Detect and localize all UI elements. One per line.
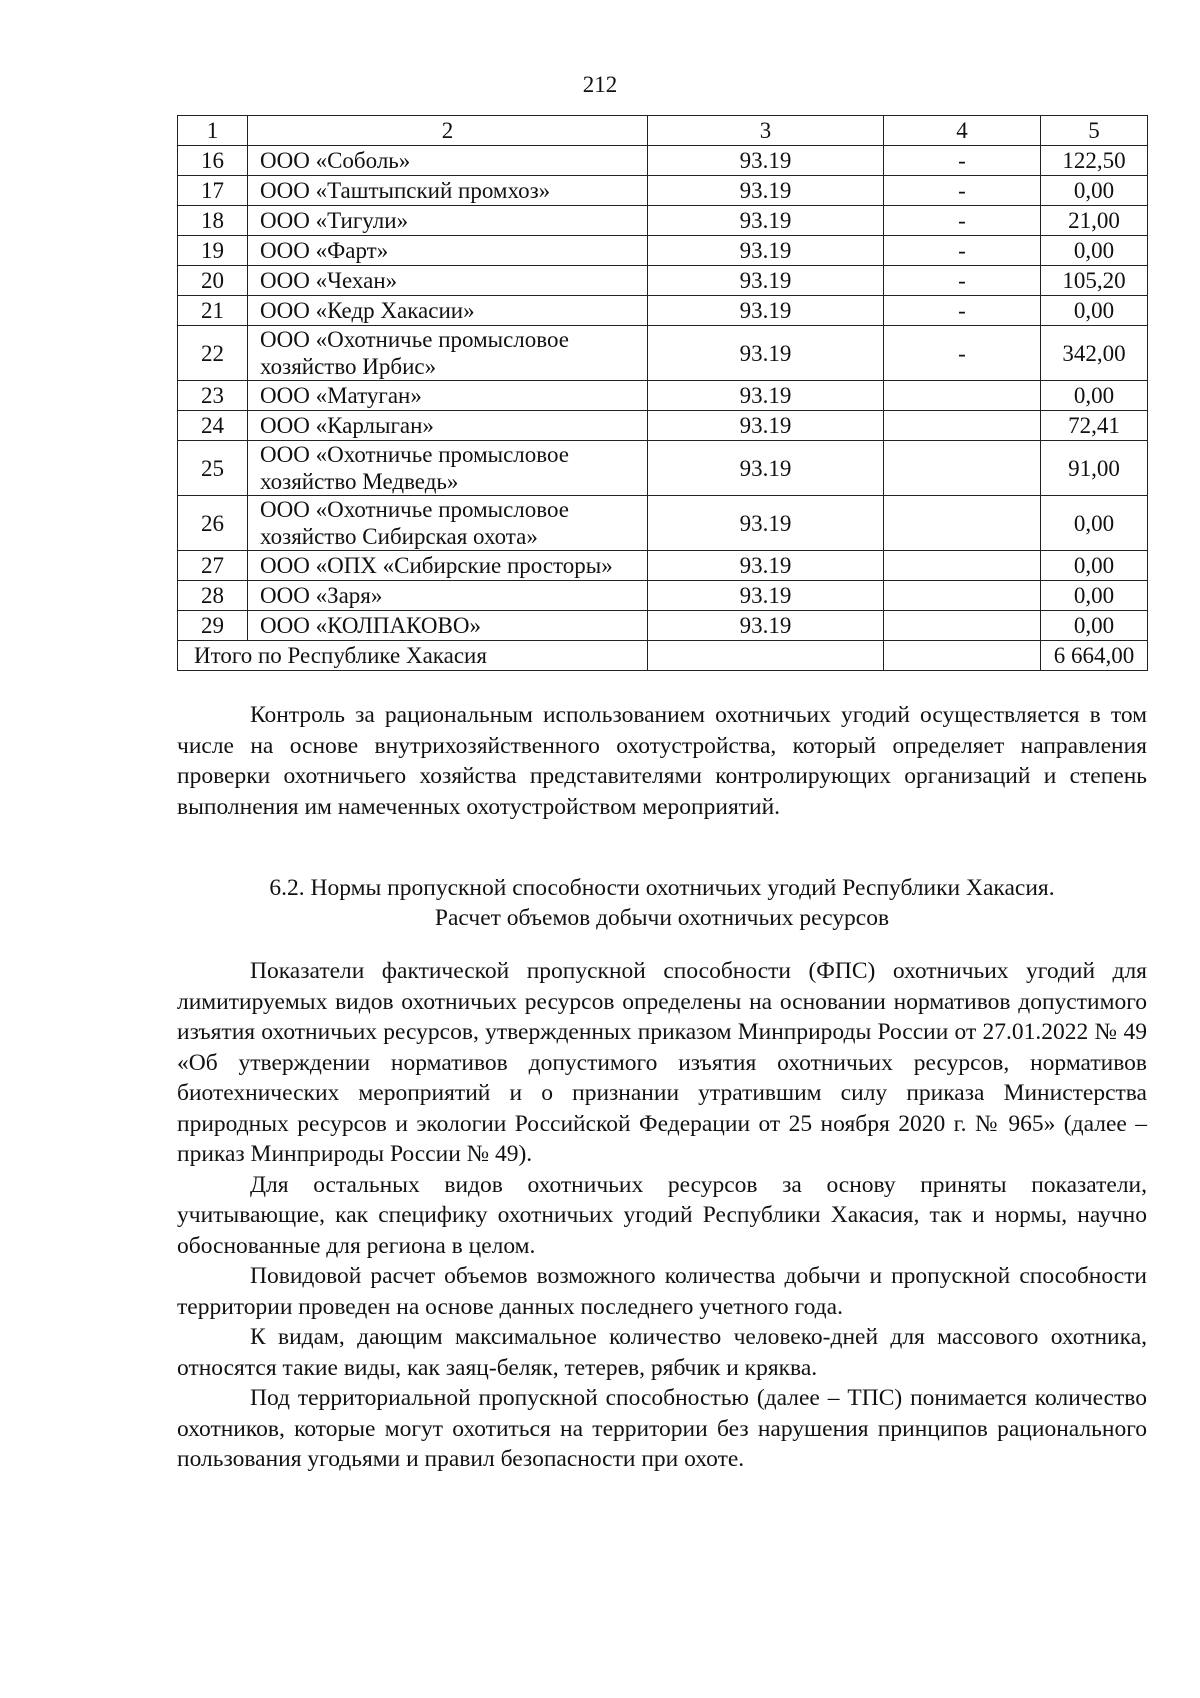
organization-name: ООО «Карлыган»	[248, 411, 648, 441]
table-row	[178, 206, 1148, 236]
section-heading	[177, 873, 1147, 933]
organization-name: ООО «КОЛПАКОВО»	[248, 611, 648, 641]
row-value: 0,00	[1041, 551, 1148, 581]
row-value: 0,00	[1041, 296, 1148, 326]
activity-code: 93.19	[648, 611, 884, 641]
table-row	[178, 266, 1148, 296]
table-row	[178, 146, 1148, 176]
activity-code: 93.19	[648, 206, 884, 236]
table-row	[178, 496, 1148, 551]
column-4-value	[884, 496, 1041, 551]
activity-code: 93.19	[648, 296, 884, 326]
organization-name: ООО «Охотничье промысловое хозяйство Сибирская охота»	[248, 496, 648, 551]
row-value: 91,00	[1041, 441, 1148, 496]
column-4-value: -	[884, 326, 1041, 381]
row-value: 122,50	[1041, 146, 1148, 176]
table-row	[178, 611, 1148, 641]
total-value: 6 664,00	[1041, 641, 1148, 671]
organization-name: ООО «Охотничье промысловое хозяйство Ирбис»	[248, 326, 648, 381]
row-number: 16	[178, 146, 248, 176]
row-value: 21,00	[1041, 206, 1148, 236]
table-total-row	[178, 641, 1148, 671]
header-cell: 2	[248, 116, 648, 146]
activity-code: 93.19	[648, 176, 884, 206]
table-row	[178, 411, 1148, 441]
row-number: 18	[178, 206, 248, 236]
section-heading-line2: Расчет объемов добычи охотничьих ресурсов	[434, 905, 890, 931]
row-number: 17	[178, 176, 248, 206]
row-number: 29	[178, 611, 248, 641]
column-4-value	[884, 611, 1041, 641]
activity-code: 93.19	[648, 266, 884, 296]
header-cell: 1	[178, 116, 248, 146]
body-paragraph: Повидовой расчет объемов возможного количества добычи и пропускной способности территории проведен на основе данных последнего учетного года.	[177, 1263, 1147, 1320]
activity-code: 93.19	[648, 381, 884, 411]
activity-code: 93.19	[648, 441, 884, 496]
activity-code: 93.19	[648, 551, 884, 581]
table-row	[178, 176, 1148, 206]
column-4-value	[884, 411, 1041, 441]
organization-name: ООО «Чехан»	[248, 266, 648, 296]
control-paragraph: Контроль за рациональным использованием охотничьих угодий осуществляется в том числе на основе внутрихозяйственного охотустройства, который определяет направления проверки охотничьего хозяйства представителями контролирующих организаций и степень выполнения им намеченных охотустройством мероприятий.	[177, 702, 1147, 820]
header-cell: 3	[648, 116, 884, 146]
control-paragraph-block	[177, 700, 1147, 822]
body-paragraph: К видам, дающим максимальное количество человеко-дней для массового охотника, относятся такие виды, как заяц-беляк, тетерев, рябчик и кряква.	[177, 1324, 1147, 1381]
table-row	[178, 441, 1148, 496]
table-row	[178, 551, 1148, 581]
page-number: 212	[582, 72, 618, 97]
table-header-row	[178, 116, 1148, 146]
row-number: 24	[178, 411, 248, 441]
header-cell: 5	[1041, 116, 1148, 146]
total-empty-cell	[884, 641, 1041, 671]
organization-name: ООО «Тигули»	[248, 206, 648, 236]
table-row	[178, 581, 1148, 611]
row-value: 0,00	[1041, 236, 1148, 266]
row-number: 22	[178, 326, 248, 381]
column-4-value: -	[884, 236, 1041, 266]
table-row	[178, 381, 1148, 411]
row-value: 342,00	[1041, 326, 1148, 381]
activity-code: 93.19	[648, 236, 884, 266]
activity-code: 93.19	[648, 326, 884, 381]
row-number: 19	[178, 236, 248, 266]
row-value: 0,00	[1041, 176, 1148, 206]
row-value: 0,00	[1041, 496, 1148, 551]
organization-name: ООО «ОПХ «Сибирские просторы»	[248, 551, 648, 581]
row-number: 20	[178, 266, 248, 296]
row-number: 26	[178, 496, 248, 551]
row-number: 21	[178, 296, 248, 326]
row-number: 28	[178, 581, 248, 611]
organization-name: ООО «Таштыпский промхоз»	[248, 176, 648, 206]
column-4-value: -	[884, 176, 1041, 206]
column-4-value: -	[884, 296, 1041, 326]
organization-name: ООО «Соболь»	[248, 146, 648, 176]
organization-name: ООО «Кедр Хакасии»	[248, 296, 648, 326]
activity-code: 93.19	[648, 411, 884, 441]
organization-name: ООО «Матуган»	[248, 381, 648, 411]
activity-code: 93.19	[648, 146, 884, 176]
table-row	[178, 296, 1148, 326]
row-number: 23	[178, 381, 248, 411]
body-paragraph: Для остальных видов охотничьих ресурсов за основу приняты показатели, учитывающие, как специфику охотничьих угодий Республики Хакасия, так и нормы, научно обоснованные для региона в целом.	[177, 1171, 1147, 1259]
column-4-value	[884, 551, 1041, 581]
column-4-value: -	[884, 206, 1041, 236]
header-cell: 4	[884, 116, 1041, 146]
body-paragraph: Показатели фактической пропускной способности (ФПС) охотничьих угодий для лимитируемых видов охотничьих ресурсов определены на основании нормативов допустимого изъятия охотничьих ресурсов, утвержденных приказом Минприроды России от 27.01.2022 № 49 «Об утверждении нормативов допустимого изъятия охотничьих ресурсов, нормативов биотехнических мероприятий и о признании утратившим силу приказа Министерства природных ресурсов и экологии Российской Федерации от 25 ноября 2020 г. № 965» (далее – приказ Минприроды России № 49).	[177, 958, 1147, 1167]
activity-code: 93.19	[648, 496, 884, 551]
row-number: 27	[178, 551, 248, 581]
row-value: 72,41	[1041, 411, 1148, 441]
organization-name: ООО «Заря»	[248, 581, 648, 611]
organization-name: ООО «Охотничье промысловое хозяйство Медведь»	[248, 441, 648, 496]
activity-code: 93.19	[648, 581, 884, 611]
table-row	[178, 236, 1148, 266]
total-empty-cell	[648, 641, 884, 671]
row-number: 25	[178, 441, 248, 496]
row-value: 105,20	[1041, 266, 1148, 296]
body-paragraph: Под территориальной пропускной способностью (далее – ТПС) понимается количество охотников, которые могут охотиться на территории без нарушения принципов рационального пользования угодьями и правил безопасности при охоте.	[177, 1385, 1147, 1472]
row-value: 0,00	[1041, 611, 1148, 641]
column-4-value	[884, 581, 1041, 611]
section-heading-line1: 6.2. Нормы пропускной способности охотничьих угодий Республики Хакасия.	[269, 875, 1055, 901]
hunting-grounds-table	[177, 115, 1148, 671]
body-text	[177, 956, 1147, 1475]
column-4-value: -	[884, 266, 1041, 296]
column-4-value: -	[884, 146, 1041, 176]
organization-name: ООО «Фарт»	[248, 236, 648, 266]
row-value: 0,00	[1041, 381, 1148, 411]
column-4-value	[884, 441, 1041, 496]
row-value: 0,00	[1041, 581, 1148, 611]
table-row	[178, 326, 1148, 381]
total-label: Итого по Республике Хакасия	[178, 641, 648, 671]
column-4-value	[884, 381, 1041, 411]
